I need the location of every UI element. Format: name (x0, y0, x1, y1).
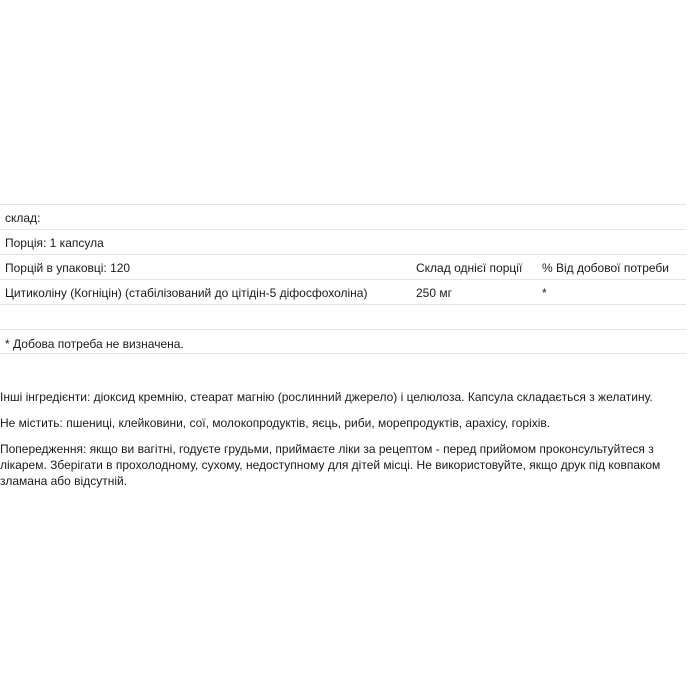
warning-text: Попередження: якщо ви вагітні, годуєте грудьми, приймаєте ліки за рецептом - перед прийомом проконсультуйтеся з лікарем. Зберігати в прохолодному, сухому, недоступному для дітей місці. Не використовуйте, якщо друк під ковпаком зламана або відсутній. (0, 442, 661, 488)
section-label-row (0, 204, 686, 229)
spacer-row (0, 304, 686, 329)
daily-value-column-header: % Від добової потреби (542, 261, 670, 275)
supplement-facts-table (0, 204, 686, 354)
servings-per-container: Порцій в упаковці: 120 (5, 261, 131, 275)
ingredient-row (0, 279, 686, 304)
footnote: * Добова потреба не визначена. (5, 337, 184, 351)
ingredient-amount: 250 мг (416, 286, 452, 300)
section-label: склад: (5, 211, 41, 225)
serving-size: Порція: 1 капсула (5, 236, 104, 250)
header-row (0, 254, 686, 279)
free-from-text: Не містить: пшениці, клейковини, сої, молокопродуктів, яєць, риби, морепродуктів, арахісу, горіхів. (0, 416, 551, 430)
footnote-row (0, 329, 686, 354)
ingredient-daily-value: * (542, 286, 547, 300)
other-ingredients-text: Інші інгредієнти: діоксид кремнію, стеарат магнію (рослинний джерело) і целюлоза. Капсула складається з желатину. (0, 390, 653, 404)
ingredient-name: Цитиколіну (Когніцін) (стабілізований до цітідін-5 діфосфохоліна) (5, 286, 368, 300)
serving-size-row (0, 229, 686, 254)
amount-column-header: Склад однієї порції (416, 261, 523, 275)
